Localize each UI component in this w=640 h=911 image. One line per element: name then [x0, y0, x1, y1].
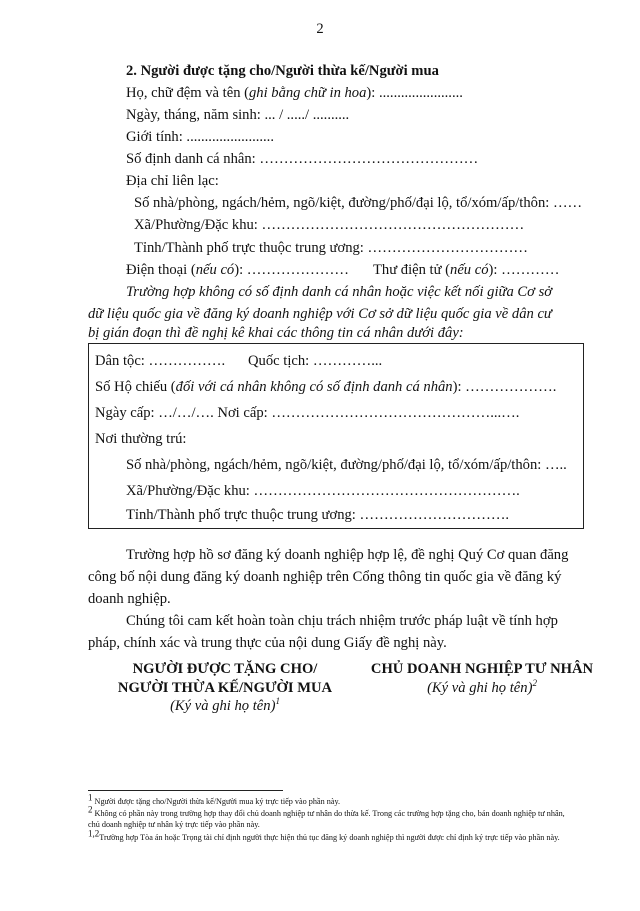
- ethnicity-line: Dân tộc: …………….: [95, 353, 226, 369]
- note-line-1: Trường hợp không có số định danh cá nhân hoặc việc kết nối giữa Cơ sở: [126, 284, 553, 300]
- footnote-1-mark: 1: [88, 792, 93, 803]
- email-line: [373, 261, 559, 279]
- phone-hint: nếu có: [195, 262, 235, 278]
- fullname-tail: ): .......................: [366, 85, 463, 101]
- passport-label: Số Hộ chiếu (: [95, 379, 176, 395]
- contact-street-line: Số nhà/phòng, ngách/hẻm, ngõ/kiệt, đường/phố/đại lộ, tổ/xóm/ấp/thôn: ……: [134, 195, 583, 211]
- footnote-divider: [88, 790, 283, 791]
- owner-sign-note: [362, 679, 602, 697]
- issue-date-line: Ngày cấp: …/…/…. Nơi cấp: ………………………………………...….: [95, 405, 520, 421]
- page-number: 2: [316, 21, 324, 37]
- owner-footnote-ref: 2: [532, 678, 537, 689]
- nationality-line: Quốc tịch: …………...: [248, 353, 383, 369]
- passport-tail: ): ……………….: [452, 379, 557, 395]
- residence-street-line: Số nhà/phòng, ngách/hẻm, ngõ/kiệt, đường/phố/đại lộ, tổ/xóm/ấp/thôn: …..: [126, 457, 567, 473]
- commitment-line-1: Chúng tôi cam kết hoàn toàn chịu trách nhiệm trước pháp luật về tính hợp: [126, 613, 558, 629]
- footnote-2-text: Không có phần này trong trường hợp thay đổi chủ doanh nghiệp tư nhân do thừa kế. Trong các trường hợp tặng cho, bán doanh nghiệp tư nhân, chủ doanh nghiệp tư nhân ký trực tiếp vào phần này.: [88, 809, 565, 829]
- phone-label: Điện thoại (: [126, 262, 196, 278]
- phone-tail: ): …………………: [234, 262, 349, 278]
- recipient-footnote-ref: 1: [275, 696, 280, 707]
- id-number-line: Số định danh cá nhân: ………………………………………: [126, 151, 479, 167]
- recipient-sign-text: (Ký và ghi họ tên): [170, 698, 276, 714]
- footnote-3: [88, 828, 568, 843]
- section-heading: 2. Người được tặng cho/Người thừa kế/Người mua: [126, 63, 439, 79]
- email-label: Thư điện tử (: [373, 262, 451, 278]
- request-line-3: doanh nghiệp.: [88, 591, 171, 607]
- footnote-2-mark: 2: [88, 804, 93, 815]
- passport-line: [95, 378, 556, 396]
- contact-ward-line: Xã/Phường/Đặc khu: ………………………………………………: [134, 217, 525, 233]
- owner-sign-text: (Ký và ghi họ tên): [427, 680, 533, 696]
- recipient-sign-note: [110, 697, 340, 715]
- phone-line: [126, 261, 349, 279]
- email-tail: ): …………: [488, 262, 560, 278]
- gender-line: Giới tính: ........................: [126, 129, 274, 145]
- recipient-title-2: NGƯỜI THỪA KẾ/NGƯỜI MUA: [117, 680, 333, 696]
- footnote-3-text: Trường hợp Tòa án hoặc Trọng tài chỉ định người thực hiện thủ tục đăng ký doanh nghiệp thì người được chỉ định ký trực tiếp vào phần này.: [99, 833, 560, 842]
- footnote-3-mark: 1,2: [88, 828, 100, 839]
- contact-address-label: Địa chỉ liên lạc:: [126, 173, 219, 189]
- footnote-1: [88, 792, 568, 807]
- footnote-2: [88, 804, 568, 830]
- commitment-line-2: pháp, chính xác và trung thực của nội dung Giấy đề nghị này.: [88, 635, 447, 651]
- footnote-1-text: Người được tặng cho/Người thừa kế/Người mua ký trực tiếp vào phần này.: [94, 797, 341, 806]
- request-line-1: Trường hợp hồ sơ đăng ký doanh nghiệp hợp lệ, đề nghị Quý Cơ quan đăng: [126, 547, 569, 563]
- fullname-hint: ghi bằng chữ in hoa: [249, 85, 367, 101]
- recipient-title-1: NGƯỜI ĐƯỢC TẶNG CHO/: [132, 661, 318, 677]
- note-line-3: bị gián đoạn thì đề nghị kê khai các thông tin cá nhân dưới đây:: [88, 325, 464, 341]
- dob-line: Ngày, tháng, năm sinh: ... / ...../ ..........: [126, 107, 350, 123]
- request-line-2: công bố nội dung đăng ký doanh nghiệp trên Cổng thông tin quốc gia về đăng ký: [88, 569, 562, 585]
- residence-label: Nơi thường trú:: [95, 431, 187, 447]
- owner-title: CHỦ DOANH NGHIỆP TƯ NHÂN: [370, 661, 594, 677]
- email-hint: nếu có: [450, 262, 489, 278]
- fullname-line: [126, 84, 463, 102]
- passport-hint: đối với cá nhân không có số định danh cá nhân: [175, 379, 453, 395]
- fullname-label: Họ, chữ đệm và tên (: [126, 85, 249, 101]
- residence-ward-line: Xã/Phường/Đặc khu: ……………………………………………….: [126, 483, 520, 499]
- contact-province-line: Tỉnh/Thành phố trực thuộc trung ương: ……………………………: [134, 240, 529, 256]
- note-line-2: dữ liệu quốc gia về đăng ký doanh nghiệp với Cơ sở dữ liệu quốc gia về dân cư: [88, 306, 552, 322]
- residence-province-line: Tỉnh/Thành phố trực thuộc trung ương: ………………………….: [126, 507, 510, 523]
